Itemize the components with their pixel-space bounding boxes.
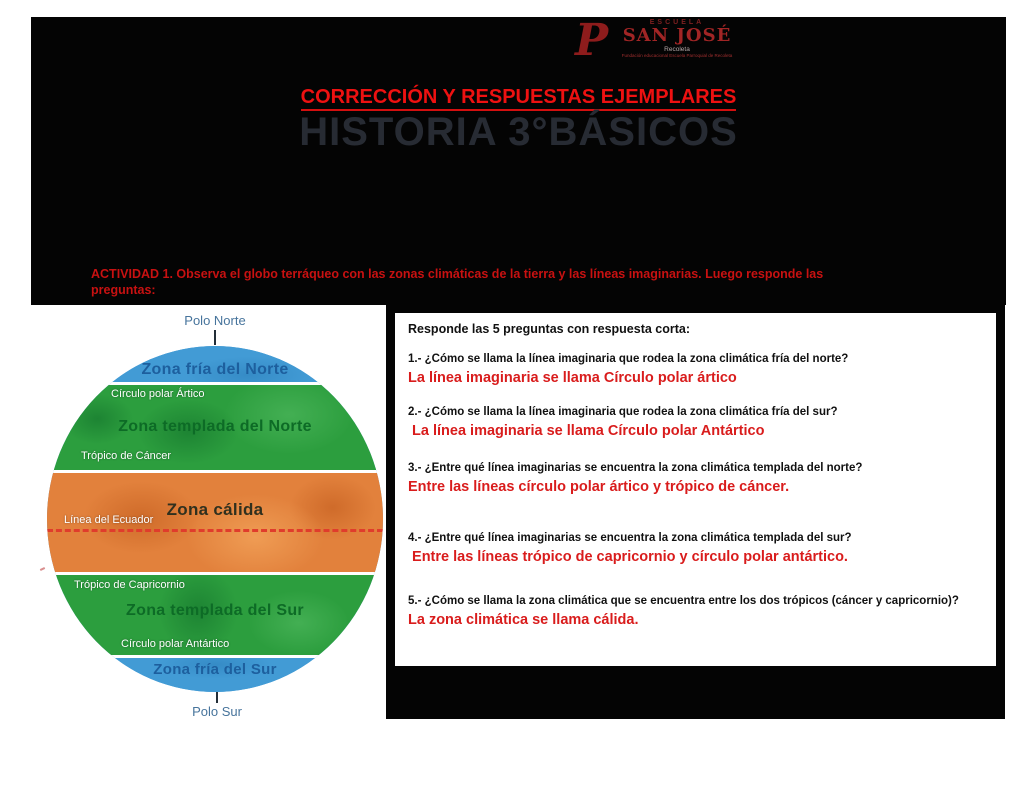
qa-panel bbox=[395, 313, 996, 666]
question-4: 4.- ¿Entre qué línea imaginarias se encuentra la zona climática templada del sur? bbox=[408, 532, 852, 544]
equator-label: Línea del Ecuador bbox=[64, 514, 154, 526]
qa-intro: Responde las 5 preguntas con respuesta corta: bbox=[408, 322, 691, 336]
school-logo bbox=[571, 15, 781, 68]
question-2: 2.- ¿Cómo se llama la línea imaginaria que rodea la zona climática fría del sur? bbox=[408, 406, 838, 418]
course-title: HISTORIA 3°BÁSICOS bbox=[299, 110, 738, 154]
arctic-circle-label: Círculo polar Ártico bbox=[111, 388, 205, 400]
correction-title: CORRECCIÓN Y RESPUESTAS EJEMPLARES bbox=[31, 86, 1006, 109]
zone-label-cold-north: Zona fría del Norte bbox=[141, 361, 289, 378]
answer-2: La línea imaginaria se llama Círculo polar Antártico bbox=[408, 423, 765, 439]
school-tagline: Fundación educacional Escuela Parroquial de Recoleta bbox=[621, 53, 733, 58]
question-5: 5.- ¿Cómo se llama la zona climática que se encuentra entre los dos trópicos (cáncer y capricornio)? bbox=[408, 595, 959, 607]
zone-label-temperate-north: Zona templada del Norte bbox=[118, 418, 312, 435]
antarctic-circle-label: Círculo polar Antártico bbox=[121, 638, 230, 650]
tropic-cancer-line bbox=[47, 470, 383, 473]
school-name: SAN JOSÉ bbox=[622, 25, 732, 46]
qa-panel-frame bbox=[386, 305, 1005, 719]
arctic-circle-line bbox=[47, 382, 383, 385]
zone-label-temperate-south: Zona templada del Sur bbox=[126, 602, 304, 619]
zone-label-warm: Zona cálida bbox=[166, 500, 264, 519]
equator-dashed-line bbox=[47, 529, 383, 532]
answer-5: La zona climática se llama cálida. bbox=[408, 612, 639, 628]
tropic-capricorn-line bbox=[47, 572, 383, 575]
tropic-cancer-label: Trópico de Cáncer bbox=[81, 450, 172, 462]
top-banner bbox=[31, 17, 1006, 305]
globe-figure bbox=[47, 346, 383, 692]
pole-north-label: Polo Norte bbox=[184, 313, 246, 328]
activity-instruction: ACTIVIDAD 1. Observa el globo terráqueo con las zonas climáticas de la tierra y las líneas imaginarias. Luego responde las preguntas: bbox=[91, 267, 824, 298]
answer-4: Entre las líneas trópico de capricornio y círculo polar antártico. bbox=[408, 549, 848, 565]
answer-1: La línea imaginaria se llama Círculo polar ártico bbox=[408, 370, 737, 386]
question-3: 3.- ¿Entre qué línea imaginarias se encuentra la zona climática templada del norte? bbox=[408, 462, 863, 474]
tropic-capricorn-label: Trópico de Capricornio bbox=[74, 579, 185, 591]
school-word-escuela: ESCUELA bbox=[649, 19, 705, 26]
zone-label-cold-south: Zona fría del Sur bbox=[153, 661, 277, 678]
pole-north-tick bbox=[214, 330, 216, 345]
antarctic-circle-line bbox=[47, 655, 383, 658]
stray-mark bbox=[40, 567, 45, 571]
school-logo-text bbox=[607, 19, 747, 58]
school-location: Recoleta bbox=[664, 46, 690, 53]
pole-south-label: Polo Sur bbox=[192, 704, 242, 719]
school-crest-icon: P bbox=[575, 15, 609, 66]
answer-3: Entre las líneas círculo polar ártico y trópico de cáncer. bbox=[408, 479, 790, 495]
question-1: 1.- ¿Cómo se llama la línea imaginaria que rodea la zona climática fría del norte? bbox=[408, 353, 849, 365]
